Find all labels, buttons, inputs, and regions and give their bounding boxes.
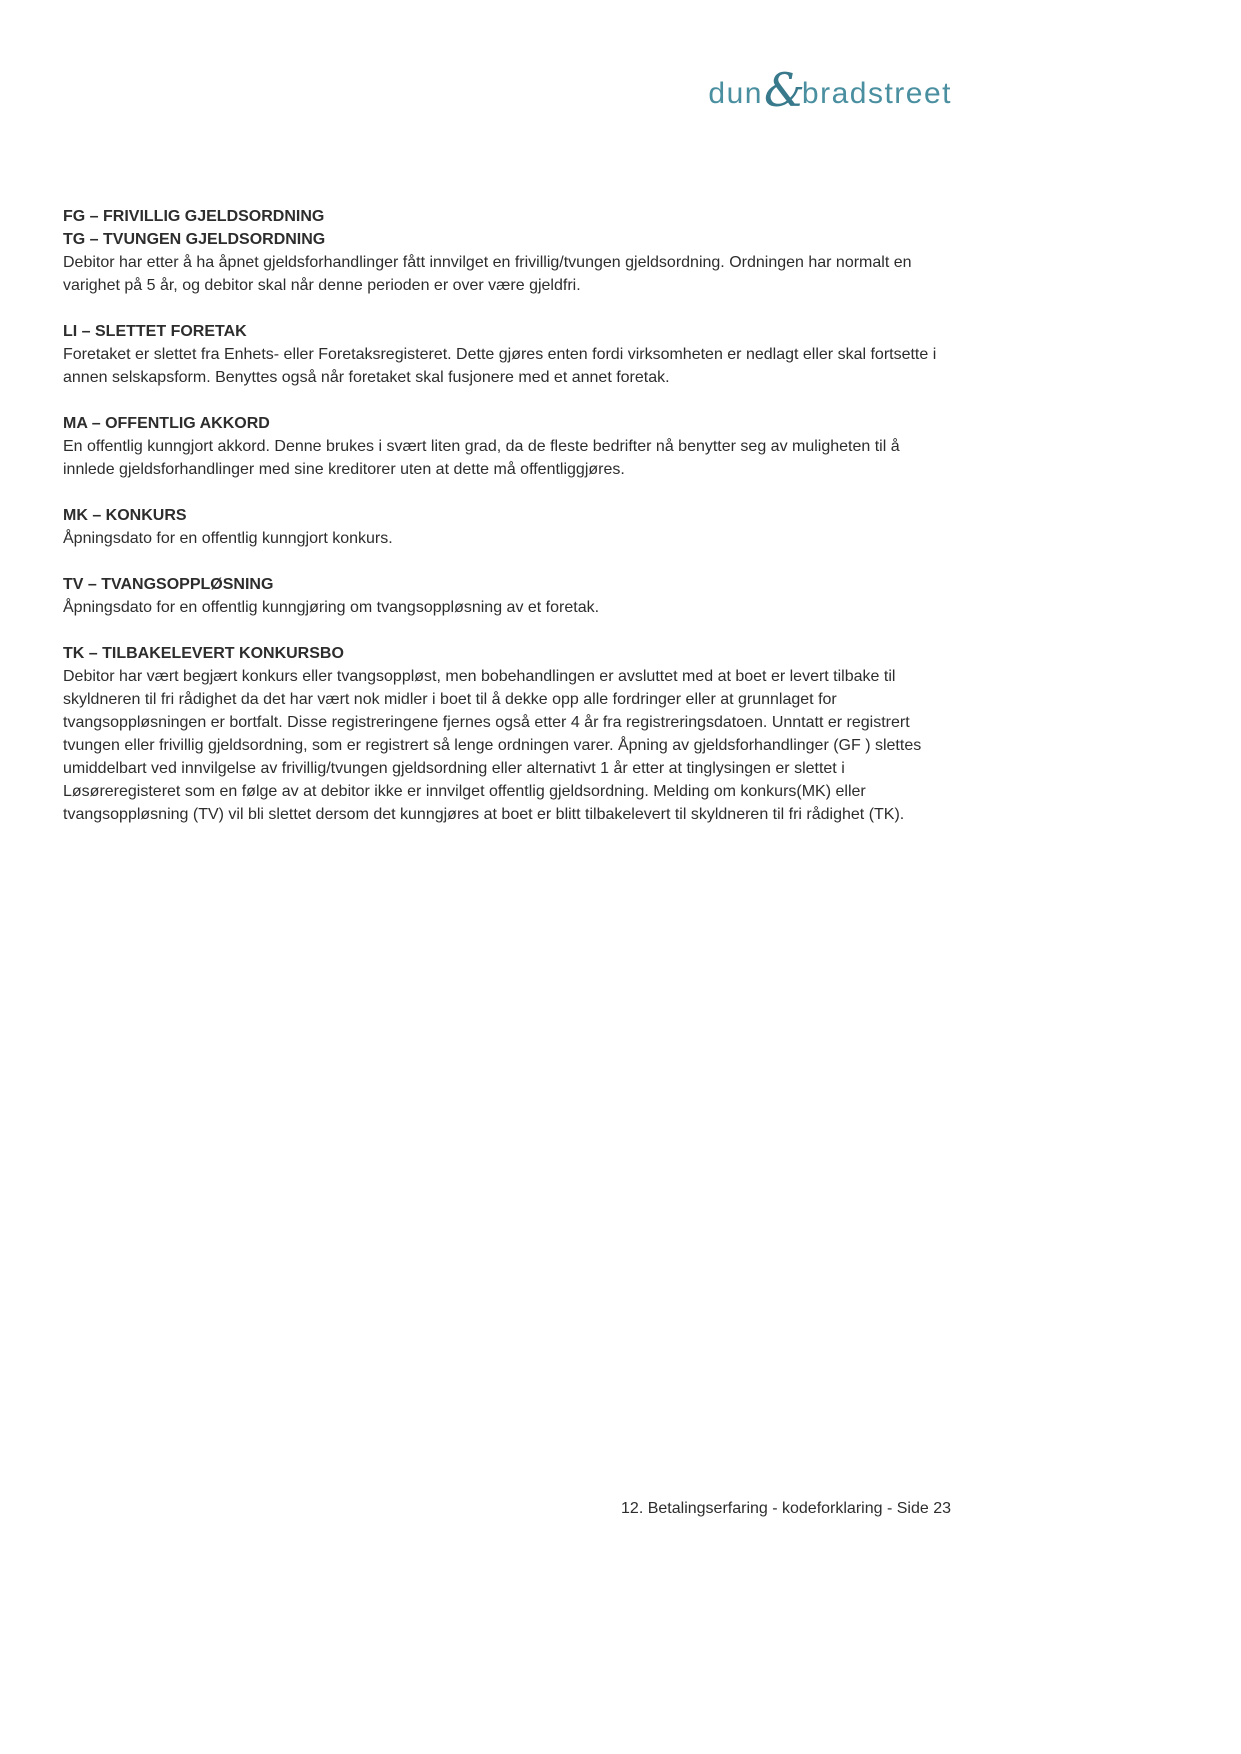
section-body: Debitor har etter å ha åpnet gjeldsforhandlinger fått innvilget en frivillig/tvungen gjeldsordning. Ordningen har normalt en varighet på 5 år, og debitor skal når denne perioden er over være gjeldfri. [63, 254, 912, 294]
section-heading-mk: MK – KONKURS [63, 507, 187, 524]
logo-ampersand-icon: & [763, 63, 805, 117]
section-body: Debitor har vært begjært konkurs eller tvangsoppløst, men bobehandlingen er avsluttet med at boet er levert tilbake til skyldneren til fri rådighet da det har vært nok midler i boet til å dekke opp alle fordringer eller at grunnlaget for tvangsoppløsningen er bortfalt. Disse registreringene fjernes også etter 4 år fra registreringsdatoen. Unntatt er registrert tvungen eller frivillig gjeldsordning, som er registrert så lenge ordningen varer. Åpning av gjeldsforhandlinger (GF ) slettes umiddelbart ved innvilgelse av frivillig/tvungen gjeldsordning eller alternativt 1 år etter at tinglysingen er slettet i Løsøreregisteret som en følge av at debitor ikke er innvilget offentlig gjeldsordning. Melding om konkurs(MK) eller tvangsoppløsning (TV) vil bli slettet dersom det kunngjøres at boet er blitt tilbakelevert til skyldneren til fri rådighet (TK). [63, 668, 922, 823]
section-mk-konkurs [63, 504, 955, 550]
section-body: En offentlig kunngjort akkord. Denne brukes i svært liten grad, da de fleste bedrifter nå benytter seg av muligheten til å innlede gjeldsforhandlinger med sine kreditorer uten at dette må offentliggjøres. [63, 438, 900, 478]
section-fg-tg-gjeldsordning [63, 205, 955, 297]
section-heading-ma: MA – OFFENTLIG AKKORD [63, 415, 270, 432]
logo-word-dun: dun [708, 77, 763, 110]
section-tv-tvangsopplosning [63, 573, 955, 619]
section-heading-tg: TG – TVUNGEN GJELDSORDNING [63, 231, 326, 248]
section-body: Foretaket er slettet fra Enhets- eller Foretaksregisteret. Dette gjøres enten fordi virksomheten er nedlagt eller skal fortsette i annen selskapsform. Benyttes også når foretaket skal fusjonere med et annet foretak. [63, 346, 937, 386]
section-heading-tk: TK – TILBAKELEVERT KONKURSBO [63, 645, 344, 662]
section-heading-tv: TV – TVANGSOPPLØSNING [63, 576, 274, 593]
dun-and-bradstreet-logo [708, 63, 952, 117]
document-content [63, 205, 955, 849]
section-heading-fg: FG – FRIVILLIG GJELDSORDNING [63, 208, 325, 225]
section-body: Åpningsdato for en offentlig kunngjort konkurs. [63, 530, 393, 547]
section-tk-tilbakelevert-konkursbo [63, 642, 955, 826]
page-footer: 12. Betalingserfaring - kodeforklaring - Side 23 [621, 1500, 951, 1517]
logo-word-bradstreet: bradstreet [801, 77, 952, 110]
section-ma-offentlig-akkord [63, 412, 955, 481]
section-li-slettet-foretak [63, 320, 955, 389]
section-heading-li: LI – SLETTET FORETAK [63, 323, 247, 340]
section-body: Åpningsdato for en offentlig kunngjøring om tvangsoppløsning av et foretak. [63, 599, 600, 616]
